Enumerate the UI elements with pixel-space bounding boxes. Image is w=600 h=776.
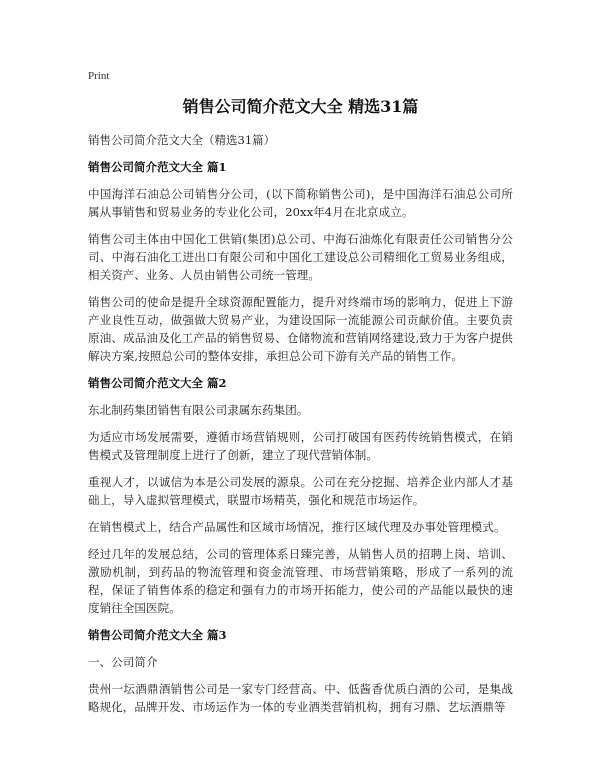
paragraph: 一、公司简介 — [88, 655, 158, 669]
paragraph: 重视人才，以诚信为本是公司发展的源泉。公司在充分挖掘、培养企业内部人才基础上，导入虚拟管理模式，联盟市场精英，强化和规范市场运作。 — [88, 475, 513, 507]
document-title: 销售公司简介范文大全 精选31篇 — [182, 97, 419, 116]
print-link[interactable]: Print — [88, 70, 110, 82]
document-content — [88, 96, 513, 725]
paragraph: 销售公司的使命是提升全球资源配置能力，提升对终端市场的影响力，促进上下游产业良性互动，做强做大贸易产业，为建设国际一流能源公司贡献价值。主要负责原油、成品油及化工产品的销售贸易、仓储物流和营销网络建设,致力于为客户提供解决方案,按照总公司的整体安排，承担总公司下游有关产品的销售工作。 — [88, 295, 513, 363]
paragraph: 东北制药集团销售有限公司隶属东药集团。 — [88, 403, 309, 417]
section-heading: 销售公司简介范文大全 篇3 — [88, 628, 227, 642]
paragraph: 为适应市场发展需要，遵循市场营销规则，公司打破国有医药传统销售模式，在销售模式及管理制度上进行了创新，建立了现代营销体制。 — [88, 430, 513, 462]
section-heading: 销售公司简介范文大全 篇1 — [88, 160, 227, 174]
document-subtitle: 销售公司简介范文大全（精选31篇） — [88, 133, 276, 147]
section-heading: 销售公司简介范文大全 篇2 — [88, 376, 227, 390]
section-1 — [88, 158, 513, 365]
section-3 — [88, 626, 513, 716]
paragraph: 中国海洋石油总公司销售分公司，(以下简称销售公司)，是中国海洋石油总公司所属从事销售和贸易业务的专业化公司，20xx年4月在北京成立。 — [88, 187, 513, 219]
paragraph: 经过几年的发展总结，公司的管理体系日臻完善，从销售人员的招聘上岗、培训、激励机制，到药品的物流管理和资金流管理、市场营销策略，形成了一系列的流程，保证了销售体系的稳定和强有力的市场开拓能力，使公司的产品能以最快的速度销往全国医院。 — [88, 547, 513, 615]
paragraph: 在销售模式上，结合产品属性和区域市场情况，推行区域代理及办事处管理模式。 — [88, 520, 506, 534]
paragraph: 贵州一坛酒鼎酒销售公司是一家专门经营高、中、低酱香优质白酒的公司，是集战略规化，品牌开发、市场运作为一体的专业酒类营销机构，拥有习鼎、艺坛酒鼎等 — [88, 682, 513, 714]
section-2 — [88, 374, 513, 617]
paragraph: 销售公司主体由中国化工供销(集团)总公司、中海石油炼化有限责任公司销售分公司、中海石油化工进出口有限公司和中国化工建设总公司精细化工贸易业务组成，相关资产、业务、人员由销售公司统一管理。 — [88, 232, 513, 282]
